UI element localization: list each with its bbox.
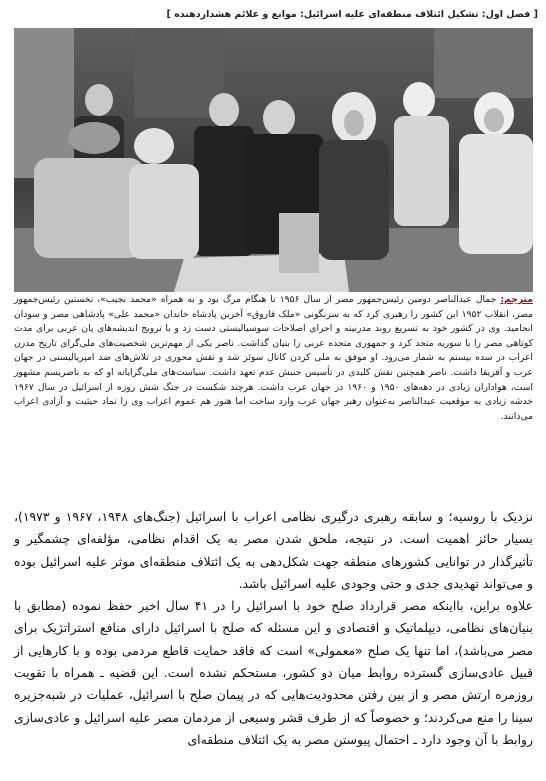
main-text: [14, 506, 533, 751]
caption-text: جمال عبدالناصر دومین رئیس‌جمهور مصر از سال ۱۹۵۶ تا هنگام مرگ بود و به همراه «محمد نجیب»، نخستین رئیس‌جمهور مصر، انقلاب ۱۹۵۲ این کشور را رهبری کرد که به سرنگونی «ملک فاروق» آخرین پادشاه خاندان «محمد علی» پادشاهی مصر و سودان انجامید. وی در کشور خود به تسریع روند مدرنیته و اجرای اصلاحات سوسیالیستی دست زد و با ترویج اندیشه‌های پان عربی برای مدت کوتاهی مصر را با سوریه متحد کرد و جمهوری متحده عربی را بنیان گذاشت. ناصر یکی از مهم‌ترین شخصیت‌های ملی‌گرای تاریخ مدرن اعراب در سده بیستم به شمار می‌رود. او موفق به ملی کردن کانال سوئز شد و نقش محوری در تلاش‌های ضد امپریالیستی در جهان عرب و آفریقا داشت. ناصر همچنین نقش کلیدی در تأسیس جنبش عدم تعهد داشت. سیاست‌های ملی‌گرایانه او که به ناصریسم مشهور است، هواداران زیادی در دهه‌های ۱۹۵۰ و ۱۹۶۰ در جهان عرب داشت. هرچند شکست در جنگ شش روزه از اسرائیل در سال ۱۹۶۷ خدشه زیادی به موقعیت عبدالناصر به‌عنوان رهبر جهان عرب وارد ساخت اما هنوز هم عموم اعراب وی را نماد حیثیت و آزادی اعراب می‌دانند.: [14, 294, 534, 422]
caption-label: مترجم:: [500, 294, 533, 305]
chapter-header: [8, 4, 538, 24]
photo-caption: [14, 293, 533, 424]
paragraph: نزدیک با روسیه؛ و سابقه رهبری درگیری نظامی اعراب با اسرائیل (جنگ‌های ۱۹۴۸، ۱۹۶۷ و ۱۹۷۳)، بسیار حائز اهمیت است. در نتیجه، ملحق شدن مصر به یک اقدام نظامی، مؤلفه‌ای چشمگیر و تأثیرگذار در توانایی کشورهای منطقه جهت شکل‌دهی به یک ائتلاف منطقه‌ای موثر علیه اسرائیل بوده و می‌تواند تهدیدی جدی و حتی وجودی علیه اسرائیل باشد.: [14, 509, 533, 591]
paragraph: علاوه براین، بااینکه مصر قرارداد صلح خود با اسرائیل را در ۴۱ سال اخیر حفظ نموده (مطابق با بنیان‌های نظامی، دیپلماتیک و اقتصادی و این مسئله که صلح با اسرائیل دارای منافع استراتژیک برای مصر می‌باشد)، اما تنها یک صلح «معمولی» است که فاقد حمایت قاطع مردمی بوده و با کارهایی از قبیل عادی‌سازی گسترده روابط میان دو کشور، مستحکم نشده است. این قضیه ـ همراه با تقویت روزمره ارتش مصر و از بین رفتن محدودیت‌هایی که در پیمان صلح با اسرائیل، عملیات در شبه‌جزیره سینا را منع می‌کردند؛ و خصوصاً که از طرف قشر وسیعی از مردمان مصر علیه اسرائیل و عادی‌سازی روابط با آن وجود دارد ـ احتمال پیوستن مصر به یک ائتلاف منطقه‌ای: [14, 598, 533, 747]
chapter-title: [ فصل اول: تشکیل ائتلاف منطقه‌ای علیه اسرائیل: موانع و علائم هشداردهنده ]: [166, 8, 538, 20]
historical-photo: [14, 28, 533, 292]
